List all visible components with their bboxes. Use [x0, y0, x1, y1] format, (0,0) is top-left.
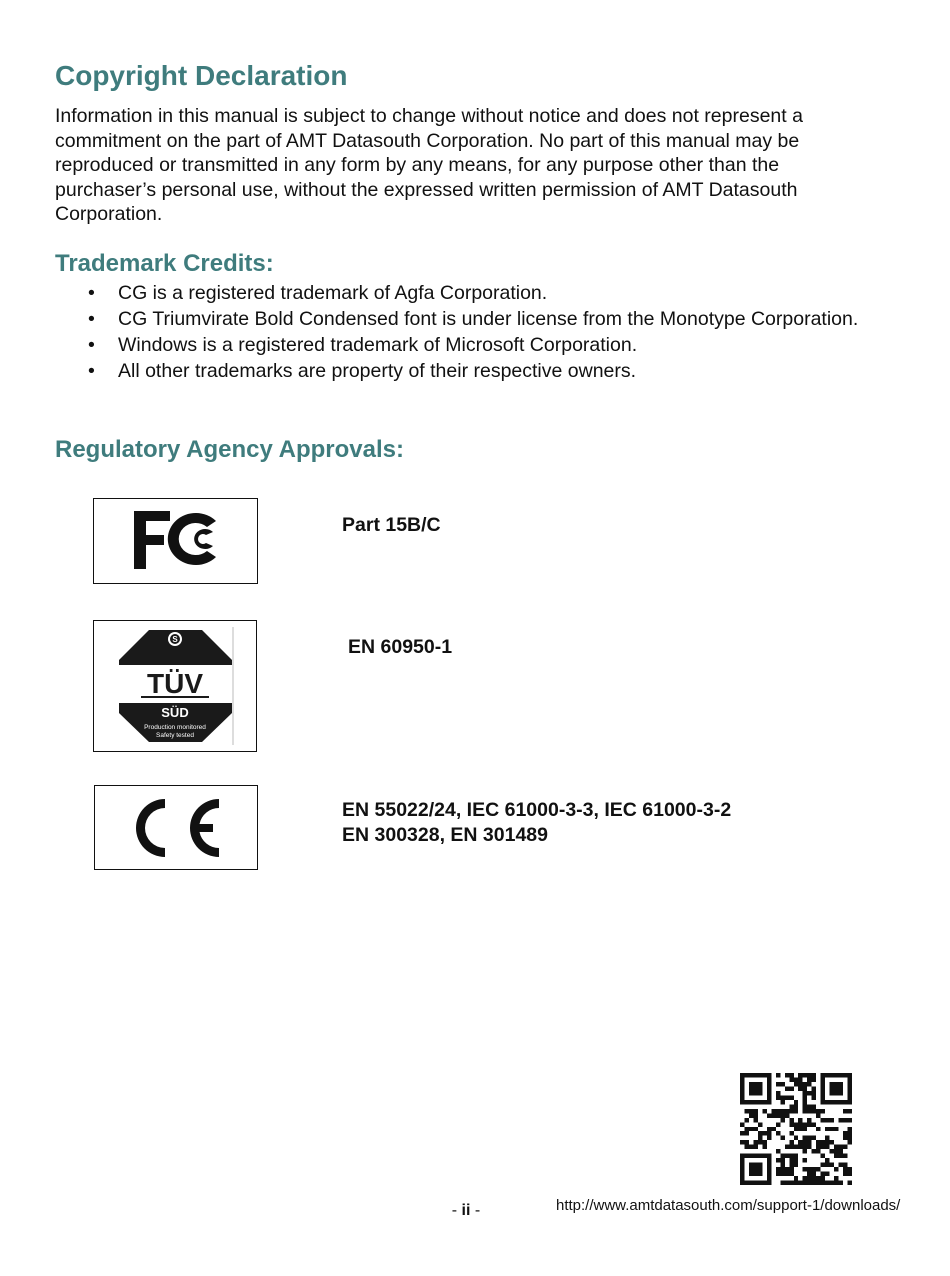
trademark-list	[118, 280, 878, 384]
regulatory-heading: Regulatory Agency Approvals:	[55, 436, 404, 463]
page-number-prefix: -	[451, 1202, 462, 1219]
sud-logo-text: SÜD	[161, 705, 189, 720]
copyright-paragraph: Information in this manual is subject to change without notice and does not represent a commitment on the part of AMT Datasouth Corporation. No part of this manual may be reproduced or transmitted in any form by any means, for any purpose other than the purchaser’s personal use, without the expressed written permission of AMT Datasouth Corporation.	[55, 105, 803, 225]
fcc-logo-icon	[94, 499, 256, 582]
footer-url-link[interactable]: http://www.amtdatasouth.com/support-1/downloads/	[556, 1197, 901, 1214]
tuv-approval-text: EN 60950-1	[348, 636, 453, 658]
page-number-suffix: -	[470, 1202, 481, 1219]
tuv-safety-text: Safety tested	[156, 732, 194, 739]
list-item: • CG is a registered trademark of Agfa Corporation.	[118, 280, 878, 306]
ce-approval-text-line2: EN 300328, EN 301489	[342, 824, 548, 846]
tuv-logo-text: TÜV	[147, 668, 203, 699]
ce-mark-icon	[95, 786, 256, 868]
list-item: • Windows is a registered trademark of Microsoft Corporation.	[118, 332, 878, 358]
fcc-approval-text: Part 15B/C	[342, 514, 441, 536]
svg-text:S: S	[172, 635, 178, 644]
qr-code-icon	[740, 1073, 852, 1185]
tuv-production-text: Production monitored	[144, 724, 206, 731]
list-item: • All other trademarks are property of their respective owners.	[118, 358, 878, 384]
ce-approval-text-line1: EN 55022/24, IEC 61000-3-3, IEC 61000-3-2	[342, 799, 732, 821]
fcc-logo-box	[93, 498, 258, 584]
tuv-logo-box	[93, 620, 257, 752]
ce-logo-box	[94, 785, 258, 870]
list-item: • CG Triumvirate Bold Condensed font is under license from the Monotype Corporation.	[118, 306, 878, 332]
tuv-sud-logo-icon	[94, 621, 255, 750]
trademark-heading: Trademark Credits:	[55, 250, 274, 277]
copyright-heading: Copyright Declaration	[55, 60, 348, 91]
page-number	[440, 1202, 492, 1220]
page-number-value: ii	[461, 1202, 471, 1219]
